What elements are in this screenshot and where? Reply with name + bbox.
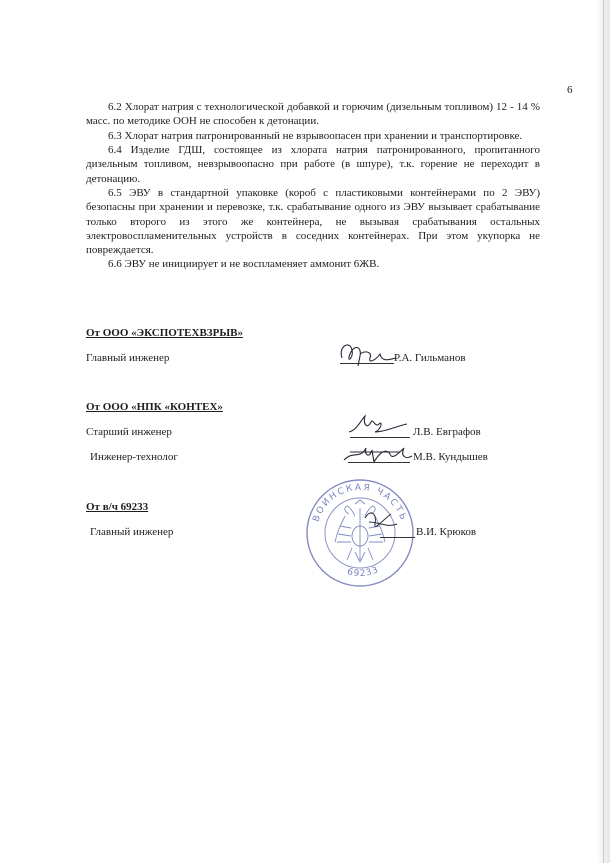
- page-number: 6: [567, 84, 573, 96]
- signature-line: [348, 462, 410, 463]
- stamp-ring-text: ВОИНСКАЯ ЧАСТЬ: [311, 482, 409, 524]
- eagle-emblem-icon: [335, 500, 385, 562]
- signer-name: Л.В. Евграфов: [413, 426, 481, 438]
- paragraph-6-2: 6.2 Хлорат натрия с технологической добавкой и горючим (дизельным топливом) 12 - 14 % масс. по методике ООН не способен к детонации.: [86, 101, 540, 128]
- signature-line: [380, 537, 415, 538]
- signer-role: Главный инженер: [90, 526, 174, 538]
- signer-role: Старший инженер: [86, 426, 172, 438]
- document-body: [86, 100, 540, 272]
- paragraph-6-3: 6.3 Хлорат натрия патронированный не взрывоопасен при хранении и транспортировке.: [108, 129, 523, 142]
- handwritten-signature: [340, 438, 416, 468]
- signer-role: Главный инженер: [86, 352, 170, 364]
- paragraph-6-5: 6.5 ЭВУ в стандартной упаковке (короб с пластиковыми контейнерами по 2 ЭВУ) безопасны при хранении и перевозке, т.к. срабатывание одного из ЭВУ вызывает срабатывание только второго из этого же контейнера, не вызывая срабатывания остальных электровоспламенительных устройств в соседних контейнерах. При этом укупорка не повреждается.: [86, 187, 540, 256]
- stamp-number: 69233: [346, 565, 381, 580]
- signer-role: Инженер-технолог: [90, 451, 178, 463]
- org-heading-npk-kontekh: От ООО «НПК «КОНТЕХ»: [86, 401, 223, 413]
- official-stamp-seal: [305, 478, 415, 588]
- org-heading-military-unit: От в/ч 69233: [86, 501, 149, 513]
- org-heading-expotekhvzryv: От ООО «ЭКСПОТЕХВЗРЫВ»: [86, 327, 243, 339]
- signer-name: М.В. Кундышев: [413, 451, 488, 463]
- handwritten-signature: [345, 410, 415, 440]
- scan-page-edge-line: [603, 0, 604, 863]
- paragraph-6-4: 6.4 Изделие ГДШ, состоящее из хлората натрия патронированного, пропитанного дизельным топливом, невзрывоопасно при работе (в шпуре), т.к. горение не переходит в детонацию.: [86, 144, 540, 185]
- signature-line: [340, 363, 394, 364]
- signer-name: Р.А. Гильманов: [394, 352, 466, 364]
- signer-name: В.И. Крюков: [416, 526, 477, 538]
- paragraph-6-6: 6.6 ЭВУ не инициирует и не воспламеняет аммонит 6ЖВ.: [108, 258, 380, 271]
